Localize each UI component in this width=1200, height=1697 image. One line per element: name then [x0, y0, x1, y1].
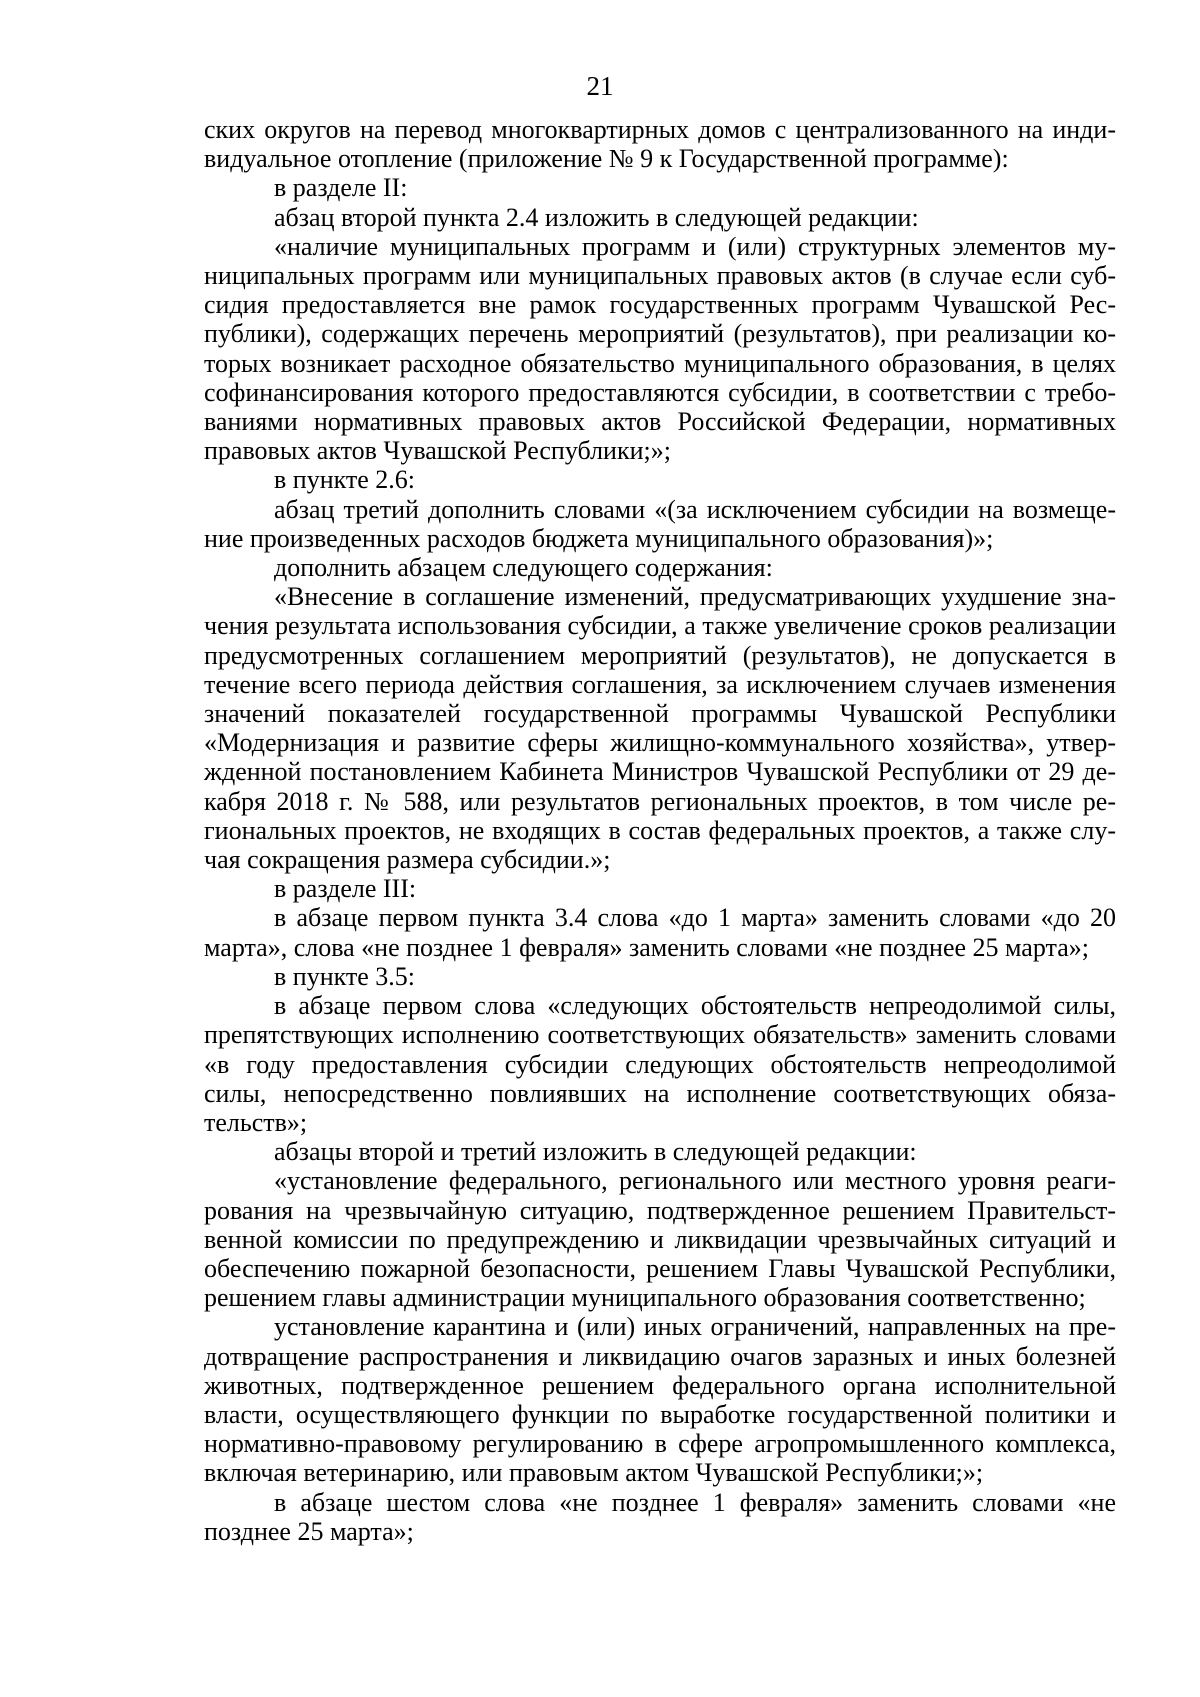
- paragraph: в разделе III:: [274, 874, 417, 904]
- paragraph: в абзаце шестом слова «не позднее 1 февраля» заменить словами «не позднее 25 марта»;: [204, 1487, 1116, 1546]
- paragraph: «установление федерального, регионального или местного уровня реагирования на чрезвычайную ситуацию, подтвержденное решением Правительственной комиссии по предупреждению и ликвидации чрезвычайных ситуаций и обеспечению пожарной безопасности, решением Главы Чувашской Республики, решением главы администрации муниципального образования соответственно;: [204, 1166, 1116, 1313]
- page-number: 21: [586, 71, 614, 101]
- paragraph: в абзаце первом слова «следующих обстоятельств непреодолимой силы, препятствующих исполнению соответствующих обязательств» заменить словами «в году предоставления субсидии следующих обстоятельств непреодолимой силы, непосредственно повлиявших на исполнение соответствующих обязательств»;: [204, 991, 1116, 1137]
- paragraph: абзац второй пункта 2.4 изложить в следующей редакции:: [274, 202, 919, 232]
- paragraph: ских округов на перевод многоквартирных домов с централизованного на индивидуальное отопление (приложение № 9 к Государственной программе):: [204, 115, 1116, 174]
- paragraph: абзац третий дополнить словами «(за исключением субсидии на возмещение произведенных расходов бюджета муниципального образования)»;: [204, 494, 1116, 553]
- paragraph: в пункте 3.5:: [274, 961, 416, 991]
- paragraph: дополнить абзацем следующего содержания:: [274, 553, 773, 583]
- paragraph: установление карантина и (или) иных ограничений, направленных на предотвращение распространения и ликвидацию очагов заразных и иных болезней животных, подтвержденное решением федерального органа исполнительной власти, осуществляющего функции по выработке государственной политики и нормативно-правовому регулированию в сфере агропромышленного комплекса, включая ветеринарию, или правовым актом Чувашской Республики;»;: [204, 1312, 1116, 1488]
- document-body: [204, 115, 1116, 1546]
- paragraph: «наличие муниципальных программ и (или) структурных элементов муниципальных программ или муниципальных правовых актов (в случае если субсидия предоставляется вне рамок государственных программ Чувашской Республики), содержащих перечень мероприятий (результатов), при реализации которых возникает расходное обязательство муниципального образования, в целях софинансирования которого предоставляются субсидии, в соответствии с требованиями нормативных правовых актов Российской Федерации, нормативных правовых актов Чувашской Республики;»;: [204, 231, 1116, 466]
- paragraph: в абзаце первом пункта 3.4 слова «до 1 марта» заменить словами «до 20 марта», слова «не позднее 1 февраля» заменить словами «не позднее 25 марта»;: [204, 903, 1116, 962]
- paragraph: «Внесение в соглашение изменений, предусматривающих ухудшение значения результата использования субсидии, а также увеличение сроков реализации предусмотренных соглашением мероприятий (результатов), не допускается в течение всего периода действия соглашения, за исключением случаев изменения значений показателей государственной программы Чувашской Республики «Модернизация и развитие сферы жилищно-коммунального хозяйства», утвержденной постановлением Кабинета Министров Чувашской Республики от 29 декабря 2018 г. № 588, или результатов региональных проектов, в том числе региональных проектов, не входящих в состав федеральных проектов, а также случая сокращения размера субсидии.»;: [204, 582, 1116, 875]
- paragraph: в пункте 2.6:: [274, 465, 416, 495]
- paragraph: в разделе II:: [274, 173, 408, 203]
- paragraph: абзацы второй и третий изложить в следующей редакции:: [274, 1137, 917, 1167]
